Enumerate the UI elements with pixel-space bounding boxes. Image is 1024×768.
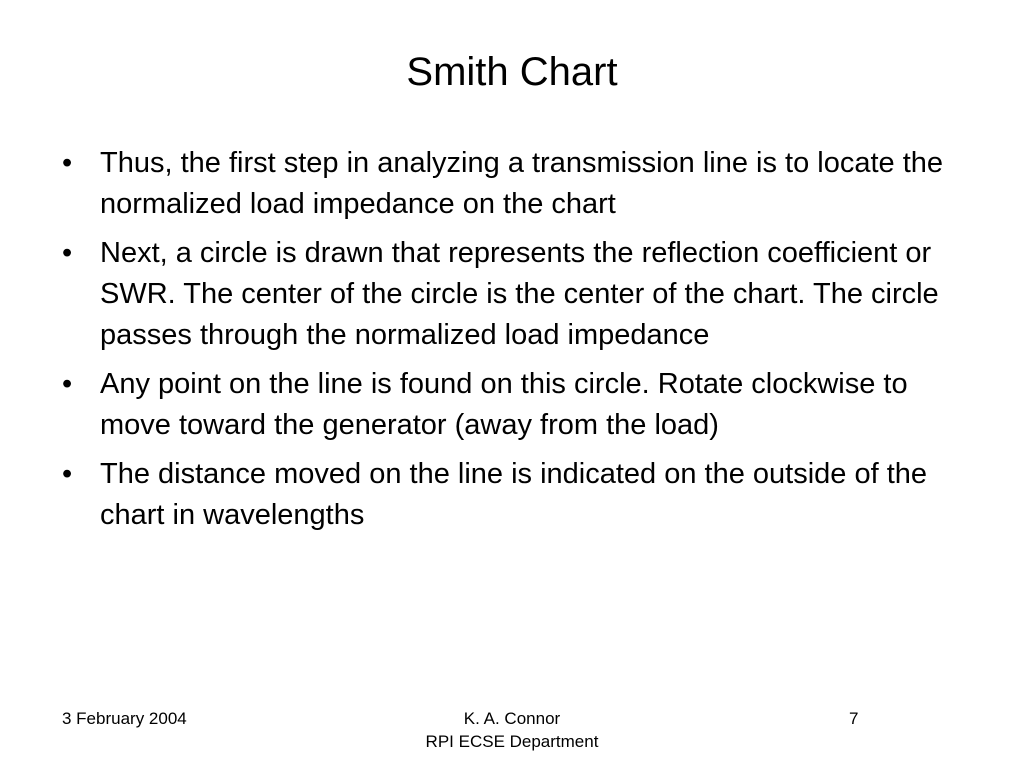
bullet-marker: • (62, 147, 73, 179)
footer-date: 3 February 2004 (62, 709, 187, 728)
bullet-marker: • (62, 458, 73, 490)
bullet-marker: • (62, 368, 73, 400)
bullet-item (62, 143, 962, 225)
bullet-marker: • (62, 237, 73, 269)
bullet-text: Thus, the first step in analyzing a transmission line is to locate the normalized load impedance on the chart (100, 147, 944, 220)
bullet-list (62, 143, 962, 544)
bullet-text: Any point on the line is found on this circle. Rotate clockwise to move toward the generator (away from the load) (100, 368, 908, 441)
footer-department: RPI ECSE Department (425, 732, 599, 751)
footer-author: K. A. Connor (463, 709, 561, 728)
bullet-item (62, 454, 962, 536)
bullet-text: Next, a circle is drawn that represents the reflection coefficient or SWR. The center of the circle is the center of the chart. The circle passes through the normalized load impedance (100, 237, 939, 351)
bullet-item (62, 233, 962, 356)
slide-title: Smith Chart (406, 50, 618, 94)
page-number: 7 (849, 709, 859, 728)
bullet-text: The distance moved on the line is indicated on the outside of the chart in wavelengths (100, 458, 928, 531)
footer-author-block (0, 707, 1024, 753)
bullet-item (62, 364, 962, 446)
